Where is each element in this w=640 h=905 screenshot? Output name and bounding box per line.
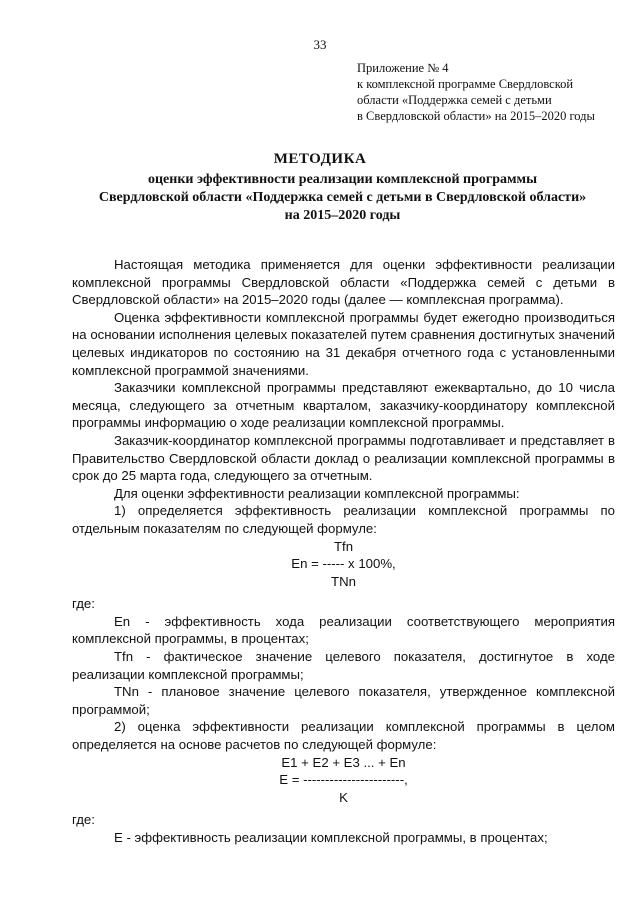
appendix-header bbox=[357, 60, 632, 124]
subtitle-line: на 2015–2020 годы bbox=[284, 208, 401, 223]
document-subtitle bbox=[60, 171, 625, 225]
paragraph: Оценка эффективности комплексной программы будет ежегодно производиться на основании исполнения целевых показателей путем сравнения достигнутых значений целевых индикаторов по состоянию на 31 декабря отчетного года с установленными комплексной программой значениями. bbox=[72, 309, 615, 378]
formula-denominator: K bbox=[339, 789, 348, 805]
subtitle-line: Свердловской области «Поддержка семей с детьми в Свердловской области» bbox=[98, 190, 587, 205]
definition-en: En - эффективность хода реализации соответствующего мероприятия комплексной программы, в процентах; bbox=[72, 613, 615, 647]
formula-denominator: TNn bbox=[331, 573, 356, 589]
document-body bbox=[72, 256, 615, 847]
subtitle-line: оценки эффективности реализации комплексной программы bbox=[147, 172, 538, 187]
page-number: 33 bbox=[313, 37, 327, 52]
definition-tnn: TNn - плановое значение целевого показателя, утвержденное комплексной программой; bbox=[72, 684, 615, 717]
paragraph: Настоящая методика применяется для оценки эффективности реализации комплексной программы Свердловской области «Поддержка семей с детьми в Свердловской области» на 2015–2020 годы (далее — комплексная программа). bbox=[72, 257, 615, 308]
appendix-line: в Свердловской области» на 2015–2020 годы bbox=[357, 109, 595, 123]
appendix-line: Приложение № 4 bbox=[357, 61, 449, 75]
paragraph: Заказчик-координатор комплексной программы подготавливает и представляет в Правительство Свердловской области доклад о реализации комплексной программы в срок до 25 марта года, следующего за отчетным. bbox=[72, 432, 615, 484]
paragraph: Заказчики комплексной программы представляют ежеквартально, до 10 числа месяца, следующего за отчетным кварталом, заказчику-координатору комплексной программы информацию о ходе реализации комплексной программы. bbox=[72, 380, 615, 431]
paragraph: 1) определяется эффективность реализации комплексной программы по отдельным показателям по следующей формуле: bbox=[72, 503, 615, 536]
formula-efficiency-per-indicator bbox=[72, 538, 615, 591]
formula-numerator: Tfn bbox=[333, 538, 354, 554]
formula-main: E = -----------------------, bbox=[279, 772, 408, 788]
appendix-line: области «Поддержка семей с детьми bbox=[357, 93, 552, 107]
paragraph: 2) оценка эффективности реализации комплексной программы в целом определяется на основе расчетов по следующей формуле: bbox=[72, 719, 615, 753]
appendix-line: к комплексной программе Свердловской bbox=[357, 77, 574, 91]
formula-overall-efficiency bbox=[72, 754, 615, 807]
where-label: где: bbox=[72, 596, 95, 612]
paragraph: Для оценки эффективности реализации комплексной программы: bbox=[114, 485, 520, 501]
where-label: где: bbox=[72, 812, 95, 828]
document-title: МЕТОДИКА bbox=[273, 151, 367, 167]
definition-e: E - эффективность реализации комплексной программы, в процентах; bbox=[114, 830, 548, 845]
formula-main: En = ----- x 100%, bbox=[291, 556, 396, 572]
definition-tfn: Tfn - фактическое значение целевого показателя, достигнутое в ходе реализации комплексной программы; bbox=[72, 649, 615, 682]
formula-numerator: E1 + E2 + E3 ... + En bbox=[281, 754, 406, 770]
